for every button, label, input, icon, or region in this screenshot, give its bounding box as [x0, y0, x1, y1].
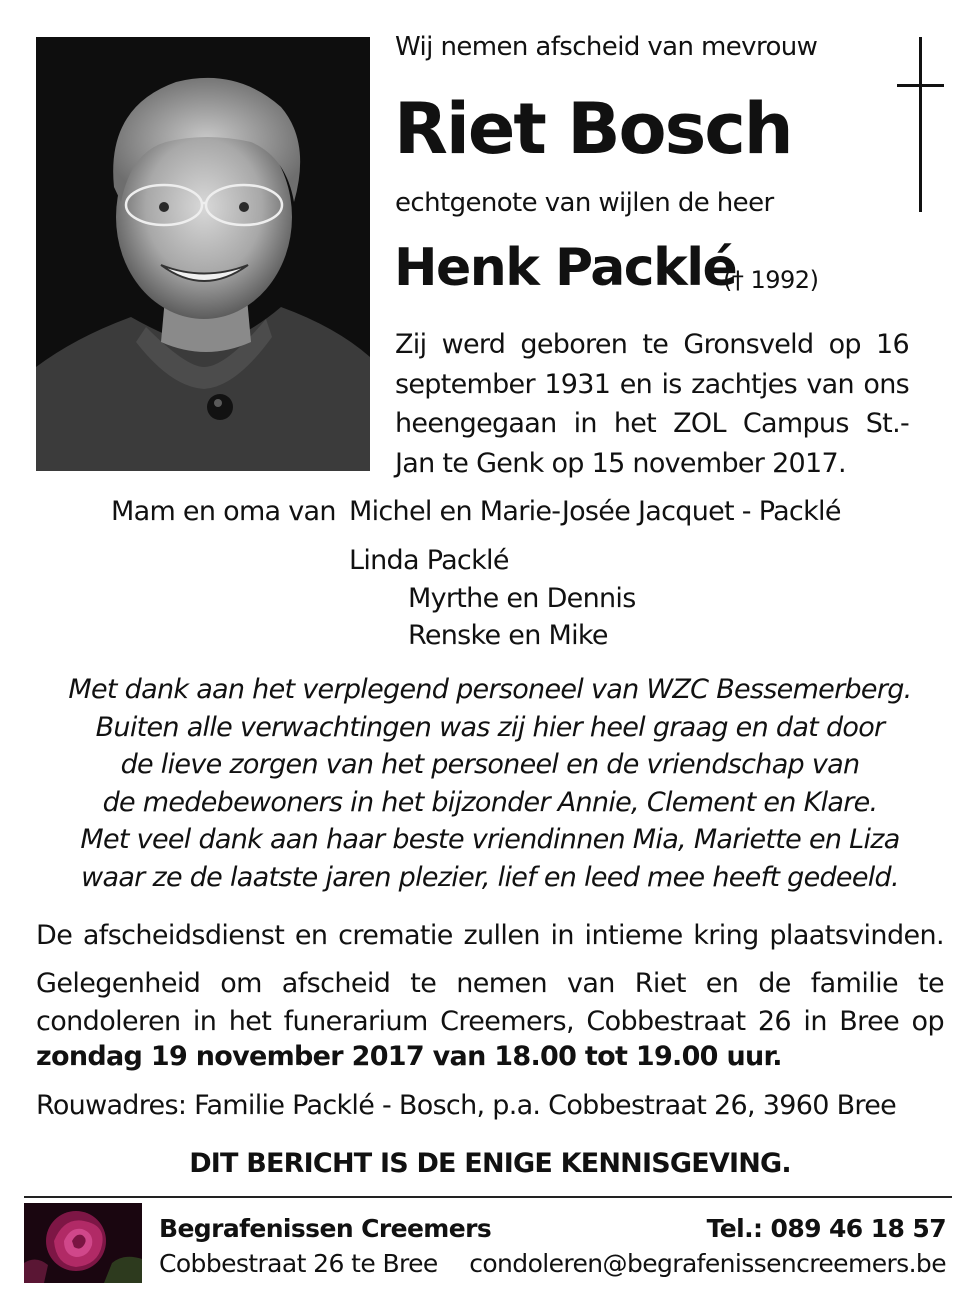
- thanks-line: Met dank aan het verplegend personeel van WZC Bessemerberg.: [68, 674, 912, 705]
- intro-text: Wij nemen afscheid van mevrouw: [395, 32, 818, 62]
- company-name: Begrafenissen Creemers: [159, 1214, 492, 1243]
- thanks-line: Met veel dank aan haar beste vriendinnen Mia, Mariette en Liza: [80, 824, 900, 855]
- visitation-text: [36, 965, 944, 1041]
- thanks-line: de medebewoners in het bijzonder Annie, Clement en Klare.: [102, 786, 878, 818]
- spouse-death-year: († 1992): [723, 266, 819, 294]
- portrait-icon: [36, 37, 370, 471]
- company-email[interactable]: condoleren@begrafenissencreemers.be: [469, 1249, 946, 1278]
- thanks-line: de lieve zorgen van het personeel en de vriendschap van: [120, 749, 860, 780]
- family-member: Renske en Mike: [408, 620, 608, 651]
- only-notice-text: DIT BERICHT IS DE ENIGE KENNISGEVING.: [189, 1148, 791, 1179]
- rose-icon-graphic: [24, 1203, 142, 1283]
- rose-icon: [24, 1203, 142, 1283]
- biography-text: Zij werd geboren te Gronsveld op 16 september 1931 en is zachtjes van ons heengegaan in het ZOL Campus St.- Jan te Genk op 15 november 2017.: [395, 329, 909, 479]
- deceased-name: Riet Bosch: [394, 88, 792, 170]
- service-text: De afscheidsdienst en crematie zullen in intieme kring plaatsvinden.: [36, 920, 944, 951]
- cross-icon-bar: [897, 84, 944, 87]
- visitation-line: condoleren in het funerarium Creemers, Cobbestraat 26 in Bree op: [36, 1006, 944, 1037]
- spouse-intro-text: echtgenote van wijlen de heer: [395, 188, 774, 218]
- cross-icon: [919, 37, 922, 212]
- thanks-paragraph: [36, 671, 944, 896]
- thanks-line: waar ze de laatste jaren plezier, lief en leed mee heeft gedeeld.: [81, 861, 899, 893]
- family-member: Linda Packlé: [349, 545, 509, 576]
- company-phone: Tel.: 089 46 18 57: [706, 1214, 946, 1243]
- company-address: Cobbestraat 26 te Bree: [159, 1249, 438, 1278]
- family-member: Michel en Marie-Josée Jacquet - Packlé: [349, 496, 841, 527]
- family-label: Mam en oma van: [111, 496, 336, 527]
- visitation-date: zondag 19 november 2017 van 18.00 tot 19.00 uur.: [36, 1041, 782, 1072]
- footer-divider: [24, 1196, 952, 1198]
- visitation-line: Gelegenheid om afscheid te nemen van Riet en de familie te: [36, 968, 944, 999]
- mourning-address: Rouwadres: Familie Packlé - Bosch, p.a. Cobbestraat 26, 3960 Bree: [36, 1090, 897, 1121]
- family-member: Myrthe en Dennis: [408, 583, 636, 614]
- thanks-line: Buiten alle verwachtingen was zij hier heel graag en dat door: [95, 711, 885, 743]
- portrait-photo: [36, 37, 370, 471]
- spouse-name: Henk Packlé: [394, 238, 737, 298]
